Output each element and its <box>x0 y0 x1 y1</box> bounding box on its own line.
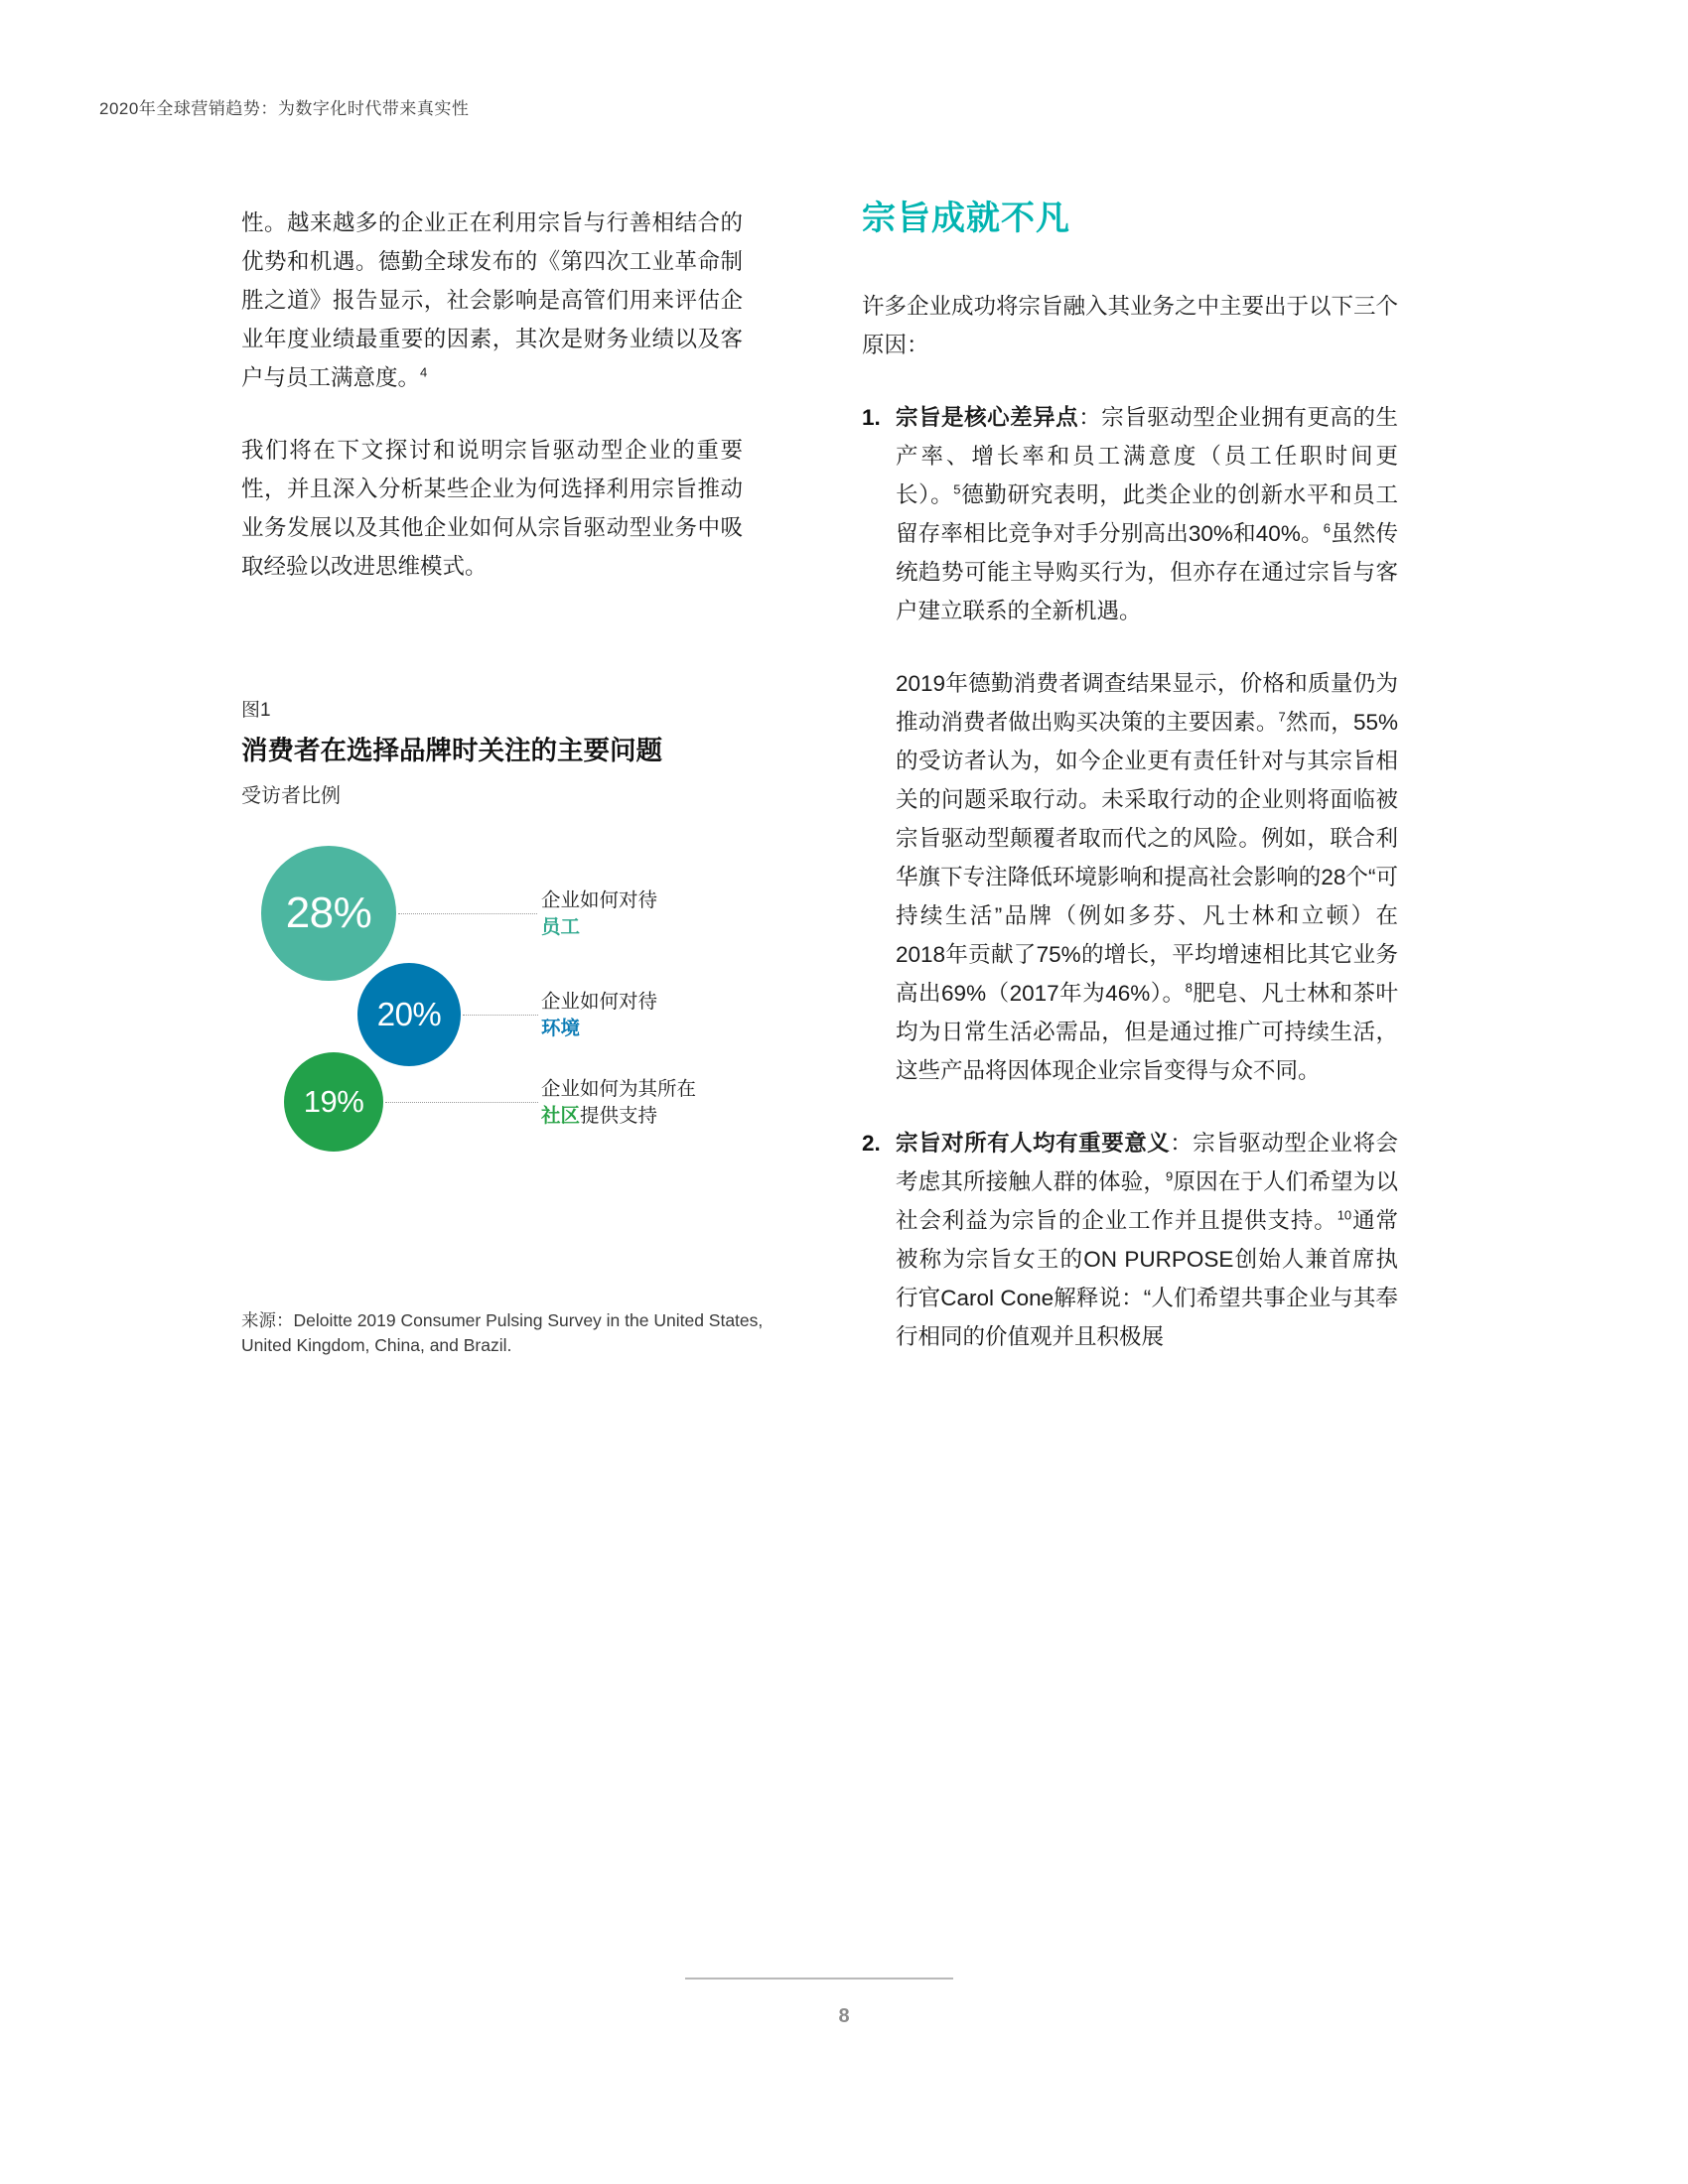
footnote-marker-10: 10 <box>1336 1207 1352 1223</box>
list-item-1-lead: 宗旨是核心差异点 <box>896 404 1079 430</box>
list-item-2-lead: 宗旨对所有人均有重要意义 <box>896 1130 1171 1156</box>
bubble-environment-label <box>541 989 760 1042</box>
running-header: 2020年全球营销趋势：为数字化时代带来真实性 <box>99 99 470 118</box>
bubble-community-label-tail: 提供支持 <box>580 1104 658 1127</box>
right-intro-paragraph: 许多企业成功将宗旨融入其业务之中主要出于以下三个原因： <box>862 293 1399 357</box>
right-indented-text3: 肥皂、凡士林和茶叶均为日常生活必需品，但是通过推广可持续生活，这些产品将因体现企业宗旨变得与众不同。 <box>896 980 1398 1083</box>
left-column <box>241 204 743 586</box>
list-item-1-body <box>896 398 1398 630</box>
left-paragraph-2: 我们将在下文探讨和说明宗旨驱动型企业的重要性，并且深入分析某些企业为何选择利用宗旨推动业务发展以及其他企业如何从宗旨驱动型业务中吸取经验以改进思维模式。 <box>241 438 743 579</box>
list-item-2 <box>862 1124 1398 1356</box>
list-item-2-text: ：宗旨驱动型企业将会考虑其所接触人群的体验， <box>896 1130 1398 1194</box>
list-item-1-text3: 虽然传统趋势可能主导购买行为，但亦存在通过宗旨与客户建立联系的全新机遇。 <box>896 520 1398 623</box>
leader-line-environment <box>463 1015 538 1016</box>
footnote-marker-9: 9 <box>1166 1168 1174 1184</box>
bubble-employees-value: 28% <box>285 887 372 937</box>
left-paragraph-1 <box>241 204 743 397</box>
leader-line-employees <box>398 913 537 914</box>
figure-label: 图1 <box>241 700 271 721</box>
bubble-community-label <box>541 1076 760 1130</box>
bubble-environment-value: 20% <box>376 995 442 1032</box>
footnote-marker-7: 7 <box>1278 709 1286 725</box>
right-indented-paragraph <box>896 664 1398 1090</box>
footnote-marker-8: 8 <box>1185 980 1193 996</box>
list-item-2-text2: 原因在于人们希望为以社会利益为宗旨的企业工作并且提供支持。 <box>896 1168 1398 1233</box>
list-item-2-body <box>896 1124 1398 1356</box>
bubble-community-label-line1: 企业如何为其所在 <box>541 1077 697 1100</box>
right-column <box>862 199 1398 1390</box>
footnote-marker-5: 5 <box>953 481 961 497</box>
leader-line-community <box>385 1102 538 1103</box>
list-item-1-number: 1. <box>862 404 881 430</box>
bubble-employees-label-line1: 企业如何对待 <box>541 888 658 911</box>
bubble-community-value: 19% <box>303 1083 364 1119</box>
bubble-environment-label-highlight: 环境 <box>541 1017 581 1039</box>
right-indented-text1: 2019年德勤消费者调查结果显示，价格和质量仍为推动消费者做出购买决策的主要因素。 <box>896 670 1398 735</box>
figure-1 <box>241 695 758 1173</box>
bubble-employees-label-highlight: 员工 <box>541 915 581 938</box>
bubble-employees <box>261 846 396 981</box>
right-indented-text2: 然而，55%的受访者认为，如今企业更有责任针对与其宗旨相关的问题采取行动。未采取行动的企业则将面临被宗旨驱动型颠覆者取而代之的风险。例如，联合利华旗下专注降低环境影响和提高社会影响的28个“可持续生活”品牌（例如多芬、凡士林和立顿）在2018年贡献了75%的增长，平均增速相比其它业务高出69%（2017年为46%）。 <box>896 709 1398 1006</box>
left-paragraph-1-text: 性。越来越多的企业正在利用宗旨与行善相结合的优势和机遇。德勤全球发布的《第四次工业革命制胜之道》报告显示，社会影响是高管们用来评估企业年度业绩最重要的因素，其次是财务业绩以及客户与员工满意度。 <box>241 210 743 390</box>
footnote-marker-4: 4 <box>420 364 428 380</box>
list-item-1 <box>862 398 1398 630</box>
list-item-1-text2: 德勤研究表明，此类企业的创新水平和员工留存率相比竞争对手分别高出30%和40%。 <box>896 481 1398 546</box>
list-item-2-number: 2. <box>862 1130 881 1156</box>
figure-source: 来源：Deloitte 2019 Consumer Pulsing Survey in the United States, United Kingdom, China, and Brazil. <box>241 1310 764 1355</box>
bubble-chart <box>241 836 758 1173</box>
bubble-environment <box>357 963 461 1066</box>
list-item-1-text: ：宗旨驱动型企业拥有更高的生产率、增长率和员工满意度（员工任职时间更长）。 <box>896 404 1398 507</box>
page-number: 8 <box>838 2005 850 2027</box>
section-heading: 宗旨成就不凡 <box>862 200 1070 237</box>
bubble-employees-label <box>541 887 760 941</box>
bubble-environment-label-line1: 企业如何对待 <box>541 990 658 1013</box>
figure-subtitle: 受访者比例 <box>241 784 341 807</box>
footer-divider <box>685 1978 953 1979</box>
bubble-community <box>284 1052 383 1152</box>
bubble-community-label-highlight: 社区 <box>541 1104 581 1127</box>
figure-title: 消费者在选择品牌时关注的主要问题 <box>241 736 662 765</box>
list-item-2-text3: 通常被称为宗旨女王的ON PURPOSE创始人兼首席执行官Carol Cone解释说：“人们希望共事企业与其奉行相同的价值观并且积极展 <box>896 1207 1398 1349</box>
footnote-marker-6: 6 <box>1323 520 1331 536</box>
